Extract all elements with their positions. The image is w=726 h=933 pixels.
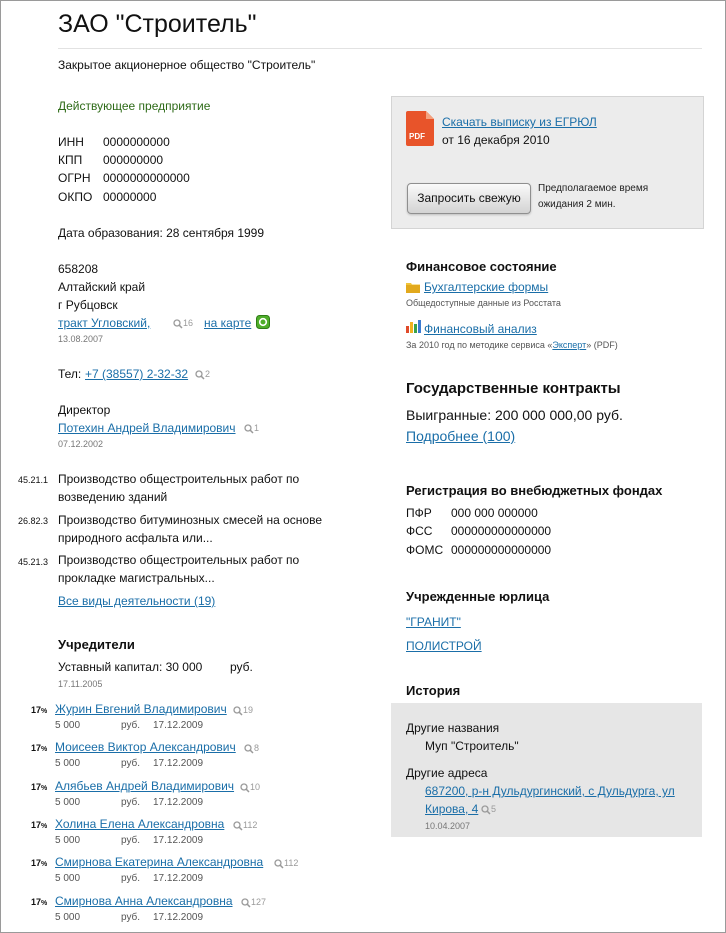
share-value: 17 — [31, 782, 42, 792]
other-addresses-label: Другие адреса — [406, 766, 488, 780]
search-count[interactable] — [244, 743, 259, 754]
analysis-sub-post: » (PDF) — [586, 340, 618, 350]
folder-icon — [406, 280, 420, 298]
search-count-value: 8 — [254, 743, 260, 753]
download-egrul-link[interactable]: Скачать выписку из ЕГРЮЛ — [442, 115, 597, 129]
address-street-link[interactable]: тракт Угловский, — [58, 316, 151, 330]
director-link[interactable]: Потехин Андрей Владимирович — [58, 421, 236, 435]
phone-link[interactable]: +7 (38557) 2-32-32 — [85, 367, 189, 381]
percent-sign: % — [41, 823, 48, 830]
share-value: 17 — [31, 820, 42, 830]
other-address-link[interactable]: 687200, р-н Дульдургинский, с Дульдурга, ул — [425, 784, 675, 798]
egrul-panel — [391, 96, 704, 229]
map-icon[interactable] — [256, 315, 270, 334]
search-count-value: 127 — [251, 897, 267, 907]
search-icon — [233, 706, 243, 716]
pdf-label: PDF — [409, 132, 425, 141]
share-value: 17 — [31, 858, 42, 868]
address-zip: 658208 — [58, 262, 99, 276]
founder-link[interactable]: Холина Елена Александровна — [55, 817, 225, 831]
chart-icon — [406, 320, 422, 338]
activity-text: Производство общестроительных работ по — [58, 553, 300, 567]
id-value: 0000000000000 — [103, 171, 190, 185]
founder-currency: руб. — [121, 912, 141, 923]
founder-currency: руб. — [121, 797, 141, 808]
fund-value: 000 000 000000 — [451, 506, 538, 520]
other-names-value: Муп "Строитель" — [425, 739, 519, 753]
address-date: 13.08.2007 — [58, 334, 104, 344]
expert-link[interactable]: Эксперт — [552, 340, 587, 350]
accounting-forms-sub: Общедоступные данные из Росстата — [406, 298, 561, 308]
fund-value: 000000000000000 — [451, 524, 552, 538]
activity-text: Производство общестроительных работ по — [58, 472, 300, 486]
founder-date: 17.12.2009 — [153, 835, 204, 846]
accounting-forms-link[interactable]: Бухгалтерские формы — [424, 280, 549, 294]
analysis-sub-pre: За 2010 год по методике сервиса « — [406, 340, 553, 350]
founder-amount: 5 000 — [55, 720, 81, 731]
capital-text: Уставный капитал: 30 000 — [58, 660, 203, 674]
founder-link[interactable]: Смирнова Екатерина Александровна — [55, 855, 264, 869]
id-label: ИНН — [58, 135, 84, 149]
founder-currency: руб. — [121, 835, 141, 846]
all-activities-link[interactable]: Все виды деятельности (19) — [58, 594, 216, 608]
search-icon — [195, 370, 205, 380]
page-title: ЗАО "Строитель" — [58, 10, 257, 38]
director-label: Директор — [58, 403, 111, 417]
search-count[interactable] — [173, 318, 193, 329]
id-value: 000000000 — [103, 153, 164, 167]
director-date: 07.12.2002 — [58, 439, 104, 449]
search-count-value: 10 — [250, 782, 261, 792]
founder-amount: 5 000 — [55, 873, 81, 884]
id-value: 00000000 — [103, 190, 157, 204]
founded-date: Дата образования: 28 сентября 1999 — [58, 226, 265, 240]
share-value: 17 — [31, 743, 42, 753]
percent-sign: % — [41, 785, 48, 792]
subsidiaries-heading: Учрежденные юрлица — [406, 589, 550, 604]
search-count[interactable] — [481, 804, 496, 815]
wait-time-text-2: ожидания 2 мин. — [538, 199, 616, 210]
share-percent — [31, 782, 47, 792]
other-address-link-2[interactable]: Кирова, 4 — [425, 802, 479, 816]
contracts-more-link[interactable]: Подробнее (100) — [406, 428, 516, 444]
contracts-won: Выигранные: 200 000 000,00 руб. — [406, 407, 623, 423]
status-badge: Действующее предприятие — [58, 99, 211, 113]
map-link[interactable]: на карте — [204, 316, 252, 330]
share-percent — [31, 743, 47, 753]
activity-text: возведению зданий — [58, 490, 168, 504]
founder-amount: 5 000 — [55, 912, 81, 923]
search-count[interactable] — [233, 820, 257, 831]
subsidiary-link[interactable]: "ГРАНИТ" — [406, 615, 461, 629]
founder-link[interactable]: Моисеев Виктор Александрович — [55, 740, 236, 754]
percent-sign: % — [41, 900, 48, 907]
founder-currency: руб. — [121, 758, 141, 769]
search-count[interactable] — [233, 705, 253, 716]
search-count[interactable] — [195, 369, 210, 380]
search-count-value: 112 — [284, 858, 299, 868]
founder-amount: 5 000 — [55, 835, 81, 846]
search-icon — [481, 805, 491, 815]
fund-label: ФСС — [406, 524, 433, 538]
percent-sign: % — [41, 861, 48, 868]
share-percent — [31, 705, 47, 715]
okved-code: 45.21.3 — [18, 557, 49, 567]
funds-heading: Регистрация во внебюджетных фондах — [406, 483, 663, 498]
founder-date: 17.12.2009 — [153, 797, 204, 808]
founder-currency: руб. — [121, 873, 141, 884]
fund-label: ПФР — [406, 506, 432, 520]
search-count[interactable] — [240, 782, 260, 793]
financial-analysis-link[interactable]: Финансовый анализ — [424, 322, 537, 336]
financial-analysis-sub — [406, 340, 618, 350]
id-label: КПП — [58, 153, 83, 167]
founder-link[interactable]: Журин Евгений Владимирович — [55, 702, 227, 716]
search-icon — [244, 424, 254, 434]
activity-text: природного асфальта или... — [58, 531, 213, 545]
activity-text: прокладке магистральных... — [58, 571, 215, 585]
founders-heading: Учредители — [58, 637, 135, 652]
egrul-date: от 16 декабря 2010 — [442, 133, 550, 147]
percent-sign: % — [41, 708, 48, 715]
company-full-name: Закрытое акционерное общество "Строитель" — [58, 58, 316, 72]
search-count-value: 1 — [254, 423, 260, 433]
subsidiary-link[interactable]: ПОЛИСТРОЙ — [406, 639, 482, 653]
search-icon — [233, 821, 243, 831]
founder-link[interactable]: Алябьев Андрей Владимирович — [55, 779, 235, 793]
search-icon — [274, 859, 284, 869]
share-percent — [31, 897, 47, 907]
founder-date: 17.12.2009 — [153, 873, 204, 884]
history-panel — [391, 703, 702, 837]
share-value: 17 — [31, 897, 42, 907]
search-count-value: 2 — [205, 369, 211, 379]
search-icon — [240, 783, 250, 793]
founder-amount: 5 000 — [55, 758, 81, 769]
search-icon — [173, 319, 183, 329]
search-count-value: 19 — [243, 705, 254, 715]
search-count-value: 112 — [243, 820, 258, 830]
founder-currency: руб. — [121, 720, 141, 731]
header-divider — [58, 48, 702, 49]
share-percent — [31, 820, 47, 830]
okved-code: 26.82.3 — [18, 516, 49, 526]
founder-date: 17.12.2009 — [153, 758, 204, 769]
founder-amount: 5 000 — [55, 797, 81, 808]
search-count[interactable] — [244, 423, 259, 434]
search-count-value: 5 — [491, 804, 497, 814]
other-names-label: Другие названия — [406, 721, 500, 735]
founder-date: 17.12.2009 — [153, 912, 204, 923]
percent-sign: % — [41, 746, 48, 753]
fund-value: 000000000000000 — [451, 543, 552, 557]
founder-date: 17.12.2009 — [153, 720, 204, 731]
other-address-date: 10.04.2007 — [425, 821, 471, 831]
fund-label: ФОМС — [406, 543, 444, 557]
capital-currency: руб. — [230, 660, 253, 674]
search-count-value: 16 — [183, 318, 194, 328]
pdf-icon — [406, 111, 434, 146]
wait-time-text: Предполагаемое время — [538, 183, 649, 194]
search-count[interactable] — [274, 858, 298, 869]
id-value: 0000000000 — [103, 135, 170, 149]
id-label: ОКПО — [58, 190, 93, 204]
search-icon — [244, 744, 254, 754]
finance-heading: Финансовое состояние — [406, 259, 557, 274]
id-label: ОГРН — [58, 171, 91, 185]
capital-date: 17.11.2005 — [58, 679, 103, 689]
okved-code: 45.21.1 — [18, 475, 49, 485]
request-fresh-button[interactable]: Запросить свежую — [407, 183, 531, 214]
contracts-heading: Государственные контракты — [406, 380, 621, 397]
share-value: 17 — [31, 705, 42, 715]
history-heading: История — [406, 683, 461, 698]
address-region: Алтайский край — [58, 280, 146, 294]
search-count[interactable] — [241, 897, 266, 908]
address-city: г Рубцовск — [58, 298, 118, 312]
founder-link[interactable]: Смирнова Анна Александровна — [55, 894, 233, 908]
phone-label: Тел: — [58, 367, 82, 381]
search-icon — [241, 898, 251, 908]
share-percent — [31, 858, 47, 868]
activity-text: Производство битуминозных смесей на основе — [58, 513, 323, 527]
